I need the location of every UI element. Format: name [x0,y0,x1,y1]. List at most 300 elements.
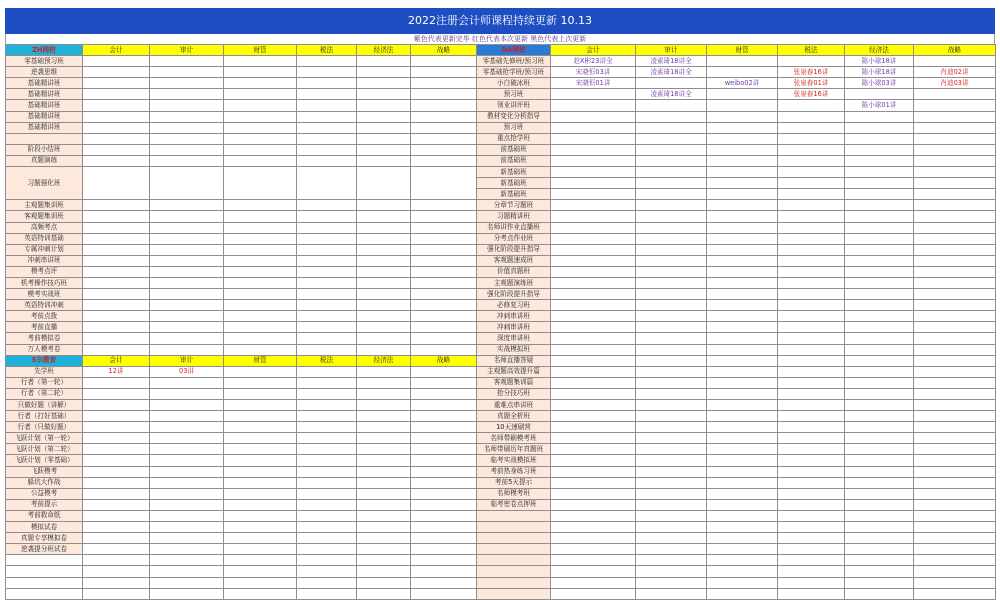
s-cell [411,477,477,488]
da-cell [778,533,845,544]
zh-cell [224,78,297,89]
s-cell [297,544,357,555]
zh-cell [150,167,224,200]
empty-cell [6,588,83,599]
da-cell [636,255,707,266]
s-cell [297,444,357,455]
da-cell [914,122,996,133]
s-cell [411,466,477,477]
s-subject-1: 审计 [150,355,224,366]
s-cell [297,533,357,544]
zh-cell [297,277,357,288]
da-cell [914,167,996,178]
zh-course-label: 考前模拟卷 [6,333,83,344]
da-course-label: 名师直播答疑 [477,355,551,366]
grid-row [6,488,996,499]
da-cell [636,400,707,411]
da-cell [845,167,914,178]
grid-row [6,400,996,411]
s-cell [297,433,357,444]
zh-cell [150,67,224,78]
da-cell [636,311,707,322]
da-cell [778,477,845,488]
da-cell [778,355,845,366]
zh-course-label: 基础精讲班 [6,89,83,100]
zh-course-label: 基础精讲班 [6,78,83,89]
da-cell [845,510,914,521]
zh-cell [224,155,297,166]
da-cell [636,577,707,588]
da-cell [778,322,845,333]
da-cell [551,510,636,521]
s-cell [411,455,477,466]
da-cell [914,411,996,422]
da-cell [845,400,914,411]
s-cell [224,444,297,455]
da-cell [636,455,707,466]
s-cell [83,400,150,411]
grid-row [6,333,996,344]
s-cell [297,366,357,377]
grid-row [6,544,996,555]
grid-row [6,444,996,455]
da-course-label: 真题全析班 [477,411,551,422]
zh-cell [357,277,411,288]
da-cell [551,300,636,311]
s-cell [411,444,477,455]
s-cell [224,522,297,533]
da-cell [914,366,996,377]
da-cell [845,200,914,211]
s-cell [411,388,477,399]
zh-cell [224,255,297,266]
da-cell [551,400,636,411]
da-cell [636,178,707,189]
da-cell [636,100,707,111]
s-cell [357,533,411,544]
da-course-label: 重点抢学班 [477,133,551,144]
da-cell [551,167,636,178]
da-cell [551,477,636,488]
zh-cell [357,111,411,122]
zh-course-label: 考前直播 [6,322,83,333]
grid-row [6,266,996,277]
s-cell [224,477,297,488]
grid-row [6,122,996,133]
zh-cell [83,56,150,67]
da-course-label [477,522,551,533]
da-cell [707,377,778,388]
da-cell [914,311,996,322]
empty-cell [83,577,150,588]
da-cell [845,477,914,488]
da-course-label: 名师讲作业直播班 [477,222,551,233]
zh-course-label: 模考点评 [6,266,83,277]
s-subject-5: 战略 [411,355,477,366]
da-cell [551,222,636,233]
da-cell [914,499,996,510]
zh-cell [411,89,477,100]
s-cell [297,411,357,422]
da-cell [845,488,914,499]
s-cell [83,433,150,444]
da-cell [778,277,845,288]
grid-row [6,366,996,377]
grid-row [6,422,996,433]
da-cell [778,344,845,355]
da-cell [778,577,845,588]
da-cell [778,555,845,566]
empty-cell [6,555,83,566]
grid-row [6,355,996,366]
grid-row [6,89,996,100]
zh-cell [297,322,357,333]
zh-cell [83,111,150,122]
grid-row [6,233,996,244]
da-cell [636,522,707,533]
da-cell [707,344,778,355]
s-cell [224,400,297,411]
da-cell [636,266,707,277]
grid-row [6,155,996,166]
zh-subject-0: 会计 [83,45,150,56]
da-cell [551,533,636,544]
grid-row [6,466,996,477]
da-cell [551,466,636,477]
empty-cell [297,577,357,588]
da-cell [914,477,996,488]
zh-cell [357,289,411,300]
da-cell [778,200,845,211]
empty-cell [357,555,411,566]
da-course-label: 冲刺串讲班 [477,311,551,322]
da-brand-label: DA网校 [477,45,551,56]
empty-cell [357,577,411,588]
grid-row [6,45,996,56]
zh-cell [357,322,411,333]
da-cell [707,455,778,466]
zh-cell [150,289,224,300]
zh-cell [411,289,477,300]
da-cell [551,355,636,366]
s-cell [297,422,357,433]
zh-course-label: 基础精讲班 [6,111,83,122]
da-cell [914,56,996,67]
da-cell: 陈小球18讲 [845,67,914,78]
grid-row [6,555,996,566]
s-course-label: 只做好题（讲解） [6,400,83,411]
grid-row [6,588,996,599]
da-course-label [477,577,551,588]
empty-cell [411,555,477,566]
zh-cell [224,167,297,200]
s-cell [357,400,411,411]
grid-row [6,100,996,111]
zh-cell [224,277,297,288]
da-cell [914,111,996,122]
da-cell [845,289,914,300]
da-cell [707,333,778,344]
da-cell [914,89,996,100]
s-cell [150,477,224,488]
s-cell [83,444,150,455]
zh-cell [83,211,150,222]
grid-row [6,277,996,288]
zh-cell [83,233,150,244]
empty-cell [6,577,83,588]
zh-cell [150,89,224,100]
da-cell [845,89,914,100]
zh-cell [357,255,411,266]
zh-cell [83,100,150,111]
da-cell [636,377,707,388]
empty-cell [6,566,83,577]
da-cell: 肖迪02讲 [914,67,996,78]
zh-course-label: 万人模考卷 [6,344,83,355]
s-cell [224,533,297,544]
zh-cell [224,233,297,244]
da-cell [914,333,996,344]
da-cell [636,555,707,566]
grid-row [6,322,996,333]
s-cell [83,499,150,510]
da-course-label: 名师带刷模考班 [477,433,551,444]
zh-cell [411,300,477,311]
grid-row [6,144,996,155]
da-cell [778,499,845,510]
empty-cell [411,566,477,577]
da-cell [551,89,636,100]
s-course-label: 行者（第一轮） [6,377,83,388]
zh-cell [224,211,297,222]
da-cell [845,455,914,466]
zh-cell [357,233,411,244]
grid-row [6,111,996,122]
s-cell [357,411,411,422]
s-subject-0: 会计 [83,355,150,366]
da-cell [551,455,636,466]
s-cell [83,388,150,399]
grid-row [6,222,996,233]
s-cell [357,366,411,377]
da-cell [707,300,778,311]
da-cell [551,289,636,300]
da-course-label: 名师模考班 [477,488,551,499]
s-course-label: 考前提示 [6,499,83,510]
da-course-label: 预习班 [477,89,551,100]
da-cell [914,544,996,555]
zh-cell [411,266,477,277]
zh-cell [297,67,357,78]
da-cell [636,244,707,255]
s-cell: 03讲 [150,366,224,377]
da-cell [778,588,845,599]
da-cell [778,155,845,166]
zh-cell [224,266,297,277]
zh-cell [411,222,477,233]
s-course-label: 行者（打好基础） [6,411,83,422]
zh-subject-4: 经济法 [357,45,411,56]
s-cell [150,455,224,466]
da-cell [551,311,636,322]
da-cell [845,422,914,433]
da-cell [845,122,914,133]
zh-cell [224,200,297,211]
grid-row [6,455,996,466]
s-cell [224,488,297,499]
da-cell [845,544,914,555]
grid-row [6,377,996,388]
s-cell [150,400,224,411]
da-cell [707,477,778,488]
da-cell [636,189,707,200]
zh-cell [357,266,411,277]
da-cell [914,178,996,189]
zh-cell [357,122,411,133]
zh-cell [224,289,297,300]
da-cell: 赵X彬23讲全 [551,56,636,67]
da-cell [914,566,996,577]
da-cell: 凌素琦18讲全 [636,89,707,100]
da-cell [914,133,996,144]
da-cell [914,266,996,277]
zh-cell [150,56,224,67]
da-course-label: 小白破冰班 [477,78,551,89]
da-cell [707,444,778,455]
da-course-label: 客观题速成班 [477,255,551,266]
s-cell [297,455,357,466]
da-cell [707,488,778,499]
s-cell [357,544,411,555]
da-cell [914,422,996,433]
da-cell [845,388,914,399]
s-brand-label: S尔教育 [6,355,83,366]
da-cell [707,566,778,577]
s-cell [83,533,150,544]
zh-cell [83,167,150,200]
da-cell [845,233,914,244]
s-course-label: 先学班 [6,366,83,377]
da-cell [778,100,845,111]
da-cell [707,499,778,510]
s-cell [83,477,150,488]
da-cell [707,178,778,189]
spreadsheet [5,8,995,600]
empty-cell [297,555,357,566]
zh-cell [150,211,224,222]
s-course-label: 飞跃计划（第一轮） [6,433,83,444]
da-cell [914,355,996,366]
s-course-label: 行者（只做好题） [6,422,83,433]
zh-course-label: 机考操作技巧班 [6,277,83,288]
da-cell [707,189,778,200]
grid-row [6,78,996,89]
da-cell [551,200,636,211]
da-course-label: 主观题高效提升篇 [477,366,551,377]
da-course-label: 深度串讲班 [477,333,551,344]
da-cell [778,388,845,399]
da-course-label: 客观题集训篇 [477,377,551,388]
da-cell [914,144,996,155]
zh-cell [411,233,477,244]
da-cell [707,311,778,322]
zh-cell [411,255,477,266]
da-cell [636,444,707,455]
da-cell [636,433,707,444]
da-cell [914,244,996,255]
da-cell [636,78,707,89]
zh-cell [224,222,297,233]
s-cell [357,522,411,533]
da-course-label: 前基础班 [477,155,551,166]
da-cell [551,422,636,433]
empty-cell [224,555,297,566]
da-cell [914,233,996,244]
da-cell [778,122,845,133]
da-cell [845,411,914,422]
zh-subject-5: 战略 [411,45,477,56]
da-cell [707,577,778,588]
grid-row [6,289,996,300]
da-cell [707,555,778,566]
zh-cell [83,222,150,233]
zh-cell [83,133,150,144]
grid-row [6,300,996,311]
da-cell [707,277,778,288]
da-cell [778,133,845,144]
s-cell [357,510,411,521]
s-cell [357,477,411,488]
da-cell [845,322,914,333]
s-cell [357,433,411,444]
zh-cell [411,277,477,288]
da-cell [636,588,707,599]
da-cell [778,444,845,455]
s-course-label: 飞跃计划（零基础） [6,455,83,466]
da-cell [707,466,778,477]
da-cell: 凌素琦18讲全 [636,56,707,67]
da-cell [778,211,845,222]
da-cell [914,189,996,200]
da-cell [707,100,778,111]
zh-cell [357,200,411,211]
zh-cell [83,244,150,255]
zh-cell [411,311,477,322]
s-cell [411,488,477,499]
da-cell [845,366,914,377]
zh-cell [150,78,224,89]
empty-cell [357,588,411,599]
zh-cell [357,78,411,89]
zh-cell [150,100,224,111]
zh-course-label: 专属冲刺计划 [6,244,83,255]
da-cell [636,167,707,178]
s-cell [297,510,357,521]
grid-row [6,344,996,355]
zh-cell [297,111,357,122]
zh-cell [150,222,224,233]
zh-cell [297,311,357,322]
s-cell [150,422,224,433]
zh-course-label: 阶段小结班 [6,144,83,155]
zh-cell [297,289,357,300]
da-subject-1: 审计 [636,45,707,56]
zh-cell [411,144,477,155]
s-cell [83,455,150,466]
da-cell [845,277,914,288]
da-cell [914,200,996,211]
da-course-label: 强化阶段提升指导 [477,289,551,300]
